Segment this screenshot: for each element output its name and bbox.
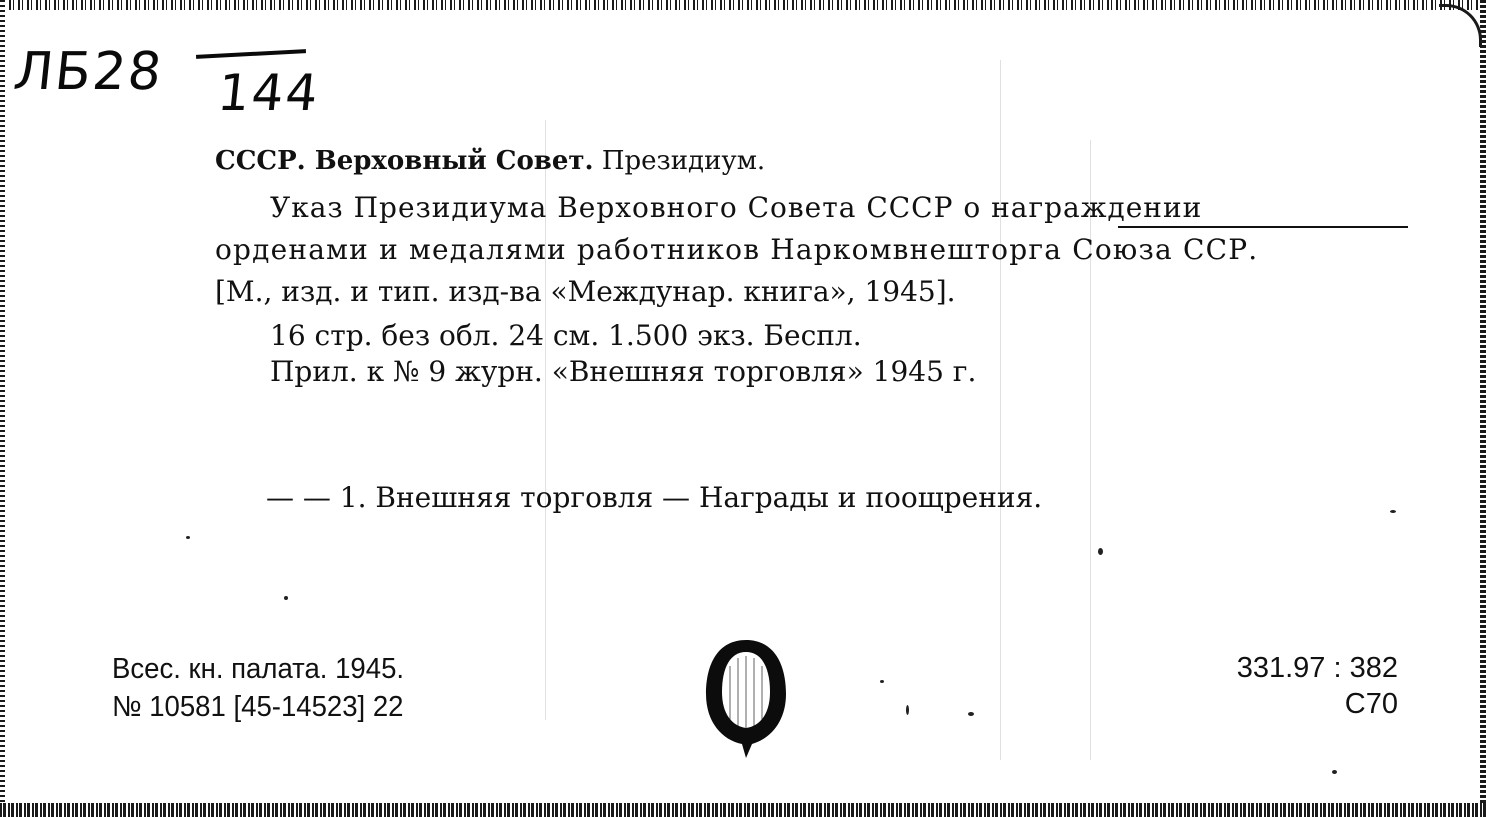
scan-speck: [1390, 510, 1396, 513]
subject-heading: — — 1. Внешняя торговля — Награды и поощрения.: [266, 481, 1043, 514]
book-chamber-info: [112, 650, 404, 726]
scan-speck: [880, 680, 884, 683]
scan-speck: [1098, 548, 1103, 555]
card-corner: [1439, 4, 1482, 47]
classification-mark: [1237, 650, 1398, 722]
title-line-2: орденами и медалями работников Наркомвнешторга Союза ССР.: [215, 233, 1259, 266]
card-left-edge: [0, 0, 5, 817]
author-mark: С70: [1344, 688, 1398, 720]
handwritten-shelfmark: ЛБ28: [10, 42, 167, 102]
scan-artifact-line: [1000, 60, 1001, 760]
series-note: Прил. к № 9 журн. «Внешняя торговля» 1945 г.: [270, 355, 977, 388]
heading-body: Президиум.: [601, 146, 766, 176]
scan-artifact-line: [545, 120, 546, 720]
scan-speck: [968, 712, 974, 716]
udc-code: 331.97 : 382: [1236, 652, 1398, 684]
card-right-edge: [1480, 0, 1486, 817]
card-bottom-edge: [0, 803, 1486, 817]
scan-speck: [186, 536, 190, 539]
heading-author: СССР. Верховный Совет.: [215, 146, 594, 176]
title-line-1: Указ Президиума Верховного Совета СССР о награждении: [270, 191, 1203, 224]
physical-description: 16 стр. без обл. 24 см. 1.500 экз. Беспл.: [270, 319, 862, 352]
book-chamber-line-2: № 10581 [45-14523] 22: [112, 691, 404, 723]
entry-heading: [215, 146, 765, 176]
scan-speck: [284, 596, 288, 600]
handwritten-number: 144: [214, 64, 323, 122]
imprint-line: [М., изд. и тип. изд-ва «Междунар. книга», 1945].: [215, 275, 956, 308]
scan-speck: [906, 705, 909, 715]
handwritten-overline: [196, 49, 306, 59]
scan-artifact-line: [1090, 140, 1091, 760]
card-top-edge: [0, 0, 1486, 10]
book-chamber-line-1: Всес. кн. палата. 1945.: [112, 653, 405, 685]
punch-hole: [700, 636, 792, 760]
scan-speck: [1332, 770, 1337, 774]
